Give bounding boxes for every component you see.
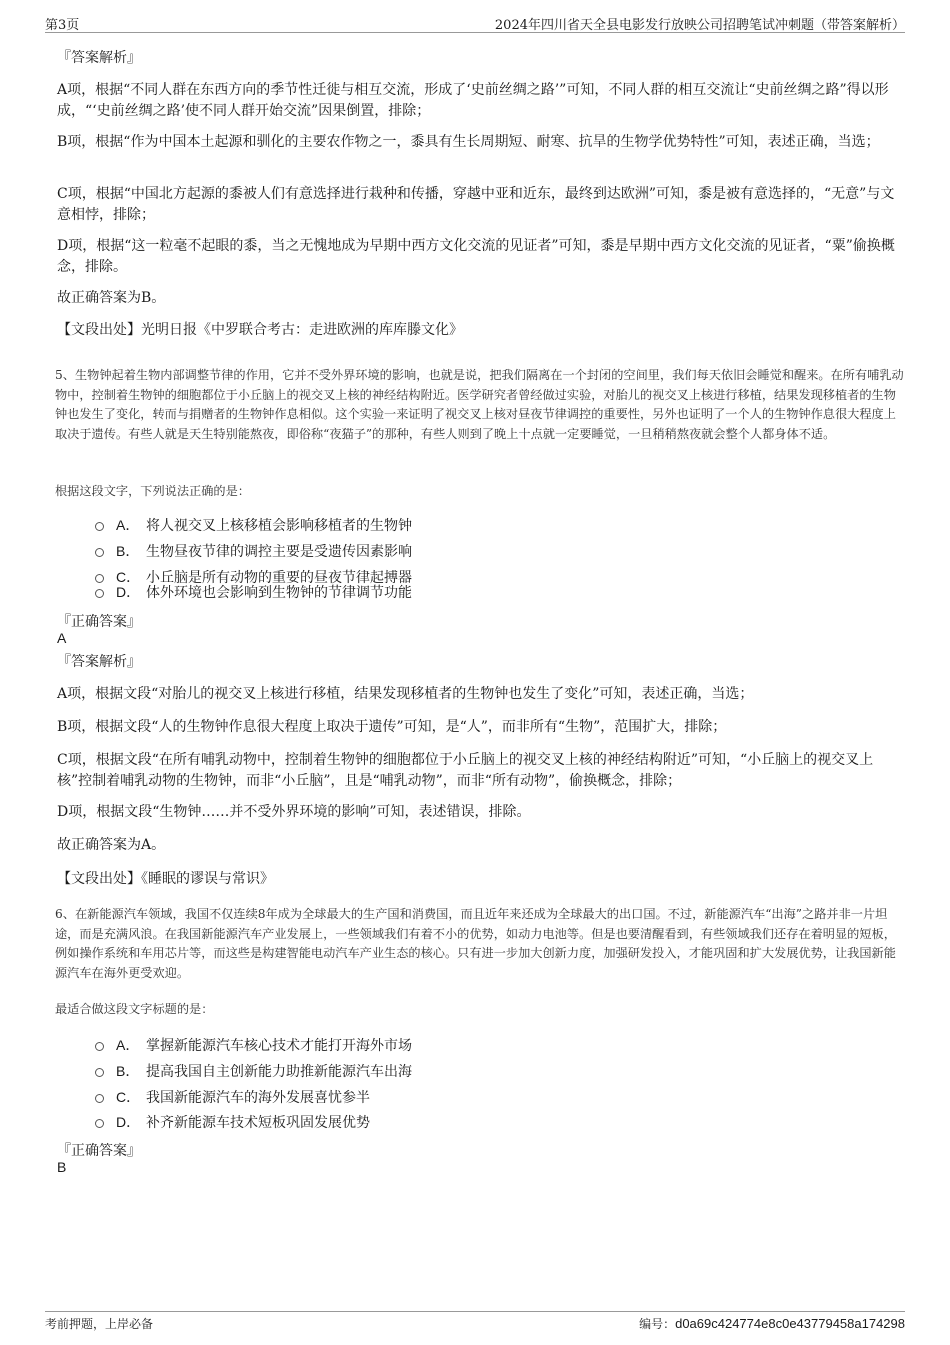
q6-answer-title: 『正确答案』 <box>57 1143 141 1159</box>
option-text: 生物昼夜节律的调控主要是受遗传因素影响 <box>146 544 412 560</box>
option-text: 补齐新能源车技术短板巩固发展优势 <box>146 1115 370 1131</box>
question-6-text: 6、在新能源汽车领域，我国不仅连续8年成为全球最大的生产国和消费国，而且近年来还成为全球最大的出口国。不过，新能源汽车“出海”之路并非一片坦途，而是充满风浪。在我国新能源汽车产业发展上，一些领域我们有着不小的优势，如动力电池等。但是也要清醒看到，有些领域我们还存在着明显的短板，例如操作系统和车用芯片等，而这些是构建智能电动汽车产业生态的核心。只有进一步加大创新力度，加强研发投入，才能巩固和扩大发展优势，让我国新能源汽车在海外更受欢迎。 <box>55 907 896 980</box>
option-label: B． <box>116 1063 140 1079</box>
radio-button-icon[interactable] <box>95 1068 104 1077</box>
analysis-d: D项，根据“这一粒毫不起眼的黍，当之无愧地成为早期中西方文化交流的见证者”可知，黍是早期中西方文化交流的见证者，“粟”偷换概念，排除。 <box>57 238 895 275</box>
analysis-b: B项，根据“作为中国本土起源和驯化的主要农作物之一，黍具有生长周期短、耐寒、抗旱的生物学优势特性”可知，表述正确，当选； <box>57 134 880 150</box>
q5-option-a[interactable] <box>95 515 412 535</box>
document-code <box>639 1315 905 1332</box>
q5-option-d[interactable] <box>95 582 412 602</box>
source: 【文段出处】光明日报《中罗联合考古：走进欧洲的库库滕文化》 <box>57 322 463 338</box>
radio-button-icon[interactable] <box>95 1119 104 1128</box>
q5-analysis-a: A项，根据文段“对胎儿的视交叉上核进行移植，结果发现移植者的生物钟也发生了变化”可知，表述正确，当选； <box>57 686 754 702</box>
q6-option-d[interactable] <box>95 1112 370 1132</box>
q5-option-b[interactable] <box>95 541 412 561</box>
q6-option-a[interactable] <box>95 1035 412 1055</box>
q5-source: 【文段出处】《睡眠的谬误与常识》 <box>57 871 274 887</box>
option-text: 我国新能源汽车的海外发展喜忧参半 <box>146 1090 370 1106</box>
analysis-c: C项，根据“中国北方起源的黍被人们有意选择进行栽种和传播，穿越中亚和近东，最终到达欧洲”可知，黍是被有意选择的，“无意”与文意相悖，排除； <box>57 186 895 223</box>
analysis-title: 『答案解析』 <box>57 50 141 66</box>
q5-analysis-d: D项，根据文段“生物钟……并不受外界环境的影响”可知，表述错误，排除。 <box>57 804 531 820</box>
radio-button-icon[interactable] <box>95 1094 104 1103</box>
question-6-prompt: 最适合做这段文字标题的是： <box>55 1002 214 1016</box>
conclusion: 故正确答案为B。 <box>57 290 166 306</box>
radio-button-icon[interactable] <box>95 1042 104 1051</box>
page-number: 第3页 <box>45 18 80 33</box>
option-text: 提高我国自主创新能力助推新能源汽车出海 <box>146 1064 412 1080</box>
footer-slogan: 考前押题，上岸必备 <box>45 1317 154 1331</box>
analysis-a: A项，根据“不同人群在东西方向的季节性迁徙与相互交流，形成了‘史前丝绸之路’”可知，不同人群的相互交流让“史前丝绸之路”得以形成，“‘史前丝绸之路’使不同人群开始交流”因果倒置，排除； <box>57 82 889 119</box>
q5-answer-title: 『正确答案』 <box>57 614 141 630</box>
radio-button-icon[interactable] <box>95 522 104 531</box>
q6-option-b[interactable] <box>95 1061 412 1081</box>
option-text: 掌握新能源汽车核心技术才能打开海外市场 <box>146 1038 412 1054</box>
option-text: 体外环境也会影响到生物钟的节律调节功能 <box>146 585 412 601</box>
option-label: D． <box>116 584 141 600</box>
option-label: C． <box>116 569 141 585</box>
option-label: C． <box>116 1089 141 1105</box>
option-label: D． <box>116 1114 141 1130</box>
option-label: A． <box>116 517 140 533</box>
question-5-prompt: 根据这段文字，下列说法正确的是： <box>55 484 250 498</box>
radio-button-icon[interactable] <box>95 548 104 557</box>
q6-answer: B <box>57 1159 67 1175</box>
q5-answer: A <box>57 630 67 646</box>
radio-button-icon[interactable] <box>95 589 104 598</box>
option-text: 将人视交叉上核移植会影响移植者的生物钟 <box>146 518 412 534</box>
code-label: 编号： <box>639 1317 676 1331</box>
q5-analysis-b: B项，根据文段“人的生物钟作息很大程度上取决于遗传”可知，是“人”，而非所有“生物”，范围扩大，排除； <box>57 719 727 735</box>
q5-analysis-c: C项，根据文段“在所有哺乳动物中，控制着生物钟的细胞都位于小丘脑上的视交叉上核的神经结构附近”可知，“小丘脑上的视交叉上核”控制着哺乳动物的生物钟，而非“小丘脑”，且是“哺乳动物”，而非“所有动物”，偷换概念，排除； <box>57 752 874 789</box>
q5-analysis-title: 『答案解析』 <box>57 654 141 670</box>
document-title: 2024年四川省天全县电影发行放映公司招聘笔试冲刺题（带答案解析） <box>494 18 905 33</box>
option-label: B． <box>116 543 140 559</box>
code-value: d0a69c424774e8c0e43779458a174298 <box>675 1316 905 1331</box>
question-5-text: 5、生物钟起着生物内部调整节律的作用，它并不受外界环境的影响，也就是说，把我们隔离在一个封闭的空间里，我们每天依旧会睡觉和醒来。在所有哺乳动物中，控制着生物钟的细胞都位于小丘脑上的视交叉上核的神经结构附近。医学研究者曾经做过实验，对胎儿的视交叉上核进行移植，结果发现移植者的生物钟也发生了变化，转而与捐赠者的生物钟作息相似。这个实验一来证明了视交叉上核对昼夜节律调控的重要性，另外也证明了一个人的生物钟作息很大程度上取决于遗传。有些人就是天生特别能熬夜，即俗称“夜猫子”的那种，有些人则到了晚上十点就一定要睡觉，一旦稍稍熬夜就会整个人都身体不适。 <box>55 368 904 441</box>
option-text: 小丘脑是所有动物的重要的昼夜节律起搏器 <box>146 570 412 586</box>
page-footer <box>45 1311 905 1336</box>
q5-conclusion: 故正确答案为A。 <box>57 837 166 853</box>
page-header <box>45 12 905 33</box>
q6-option-c[interactable] <box>95 1087 370 1107</box>
option-label: A． <box>116 1037 140 1053</box>
